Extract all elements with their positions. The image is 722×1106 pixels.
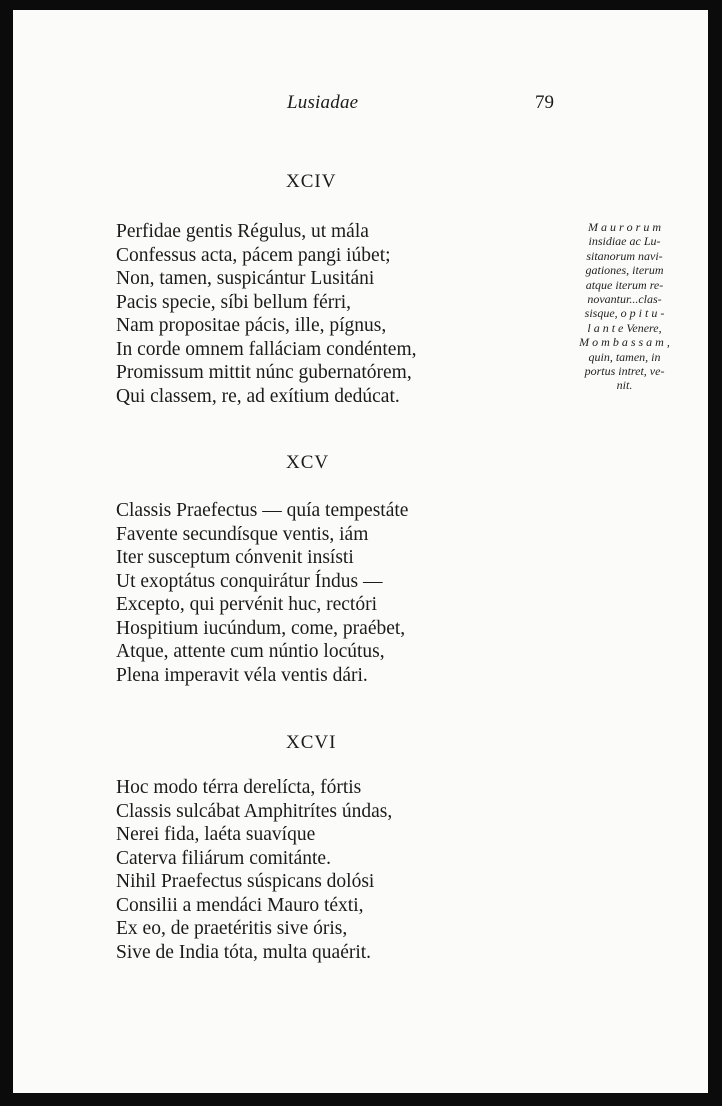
stanza-number-xcvi: XCVI: [286, 732, 337, 753]
marginal-note-line: quin, tamen, in: [588, 349, 661, 364]
verse-line: Non, tamen, suspicántur Lusitáni: [116, 268, 375, 289]
marginal-note-line: M o m b a s s a m ,: [579, 335, 670, 350]
marginal-note-line: novantur...clas-: [587, 292, 662, 307]
marginal-note-line: l a n t e Venere,: [587, 320, 662, 335]
running-title: Lusiadae: [287, 92, 359, 113]
verse-line: Iter susceptum cónvenit insísti: [116, 547, 354, 568]
marginal-note-line: gationes, iterum: [585, 263, 664, 278]
marginal-note-line: nit.: [616, 378, 633, 393]
verse-line: Pacis specie, síbi bellum férri,: [116, 291, 352, 313]
stanza-number-xcv: XCV: [286, 452, 330, 473]
book-page: [13, 10, 708, 1093]
verse-line: Classis Praefectus — quía tempestáte: [116, 500, 409, 521]
verse-line: Promissum mittit núnc gubernatórem,: [116, 362, 412, 383]
verse-line: Caterva filiárum comitánte.: [116, 847, 331, 869]
verse-line: Nam propositae pácis, ille, pígnus,: [116, 315, 387, 336]
verse-line: Plena imperavit véla ventis dári.: [116, 664, 368, 686]
verse-line: Nihil Praefectus súspicans dolósi: [116, 871, 375, 892]
verse-line: Ut exoptátus conquirátur Índus —: [116, 570, 383, 592]
marginal-note-line: M a u r o r u m: [587, 220, 661, 234]
verse-line: Hoc modo térra derelícta, fórtis: [116, 777, 362, 798]
marginal-note-line: insidiae ac Lu-: [588, 234, 661, 249]
verse-line: In corde omnem falláciam condéntem,: [116, 338, 417, 360]
stanza-xcv-verse: [116, 499, 408, 687]
verse-line: Favente secundísque ventis, iám: [116, 523, 369, 545]
verse-line: Classis sulcábat Amphitrítes úndas,: [116, 800, 393, 822]
verse-line: Sive de India tóta, multa quaérit.: [116, 941, 372, 963]
stanza-xciv-verse: [116, 220, 417, 408]
verse-line: Confessus acta, pácem pangi iúbet;: [116, 244, 391, 266]
stanza-xcvi-verse: [116, 776, 392, 964]
verse-line: Ex eo, de praetéritis sive óris,: [116, 918, 348, 939]
marginal-note-line: sisque, o p i t u -: [584, 306, 665, 321]
marginal-note-line: sitanorum navi-: [586, 248, 663, 263]
marginal-note-line: atque iterum re-: [585, 277, 664, 292]
verse-line: Atque, attente cum núntio locútus,: [116, 641, 385, 662]
marginal-note: [561, 220, 688, 393]
page-number: 79: [535, 92, 554, 113]
verse-line: Consilii a mendáci Mauro téxti,: [116, 894, 364, 916]
verse-line: Qui classem, re, ad exítium dedúcat.: [116, 385, 400, 407]
verse-line: Hospitium iucúndum, come, praébet,: [116, 617, 406, 639]
verse-line: Perfidae gentis Régulus, ut mála: [116, 221, 369, 242]
stanza-number-xciv: XCIV: [286, 171, 337, 192]
marginal-note-line: portus intret, ve-: [584, 364, 665, 379]
verse-line: Excepto, qui pervénit huc, rectóri: [116, 594, 377, 615]
verse-line: Nerei fida, laéta suavíque: [116, 824, 316, 845]
